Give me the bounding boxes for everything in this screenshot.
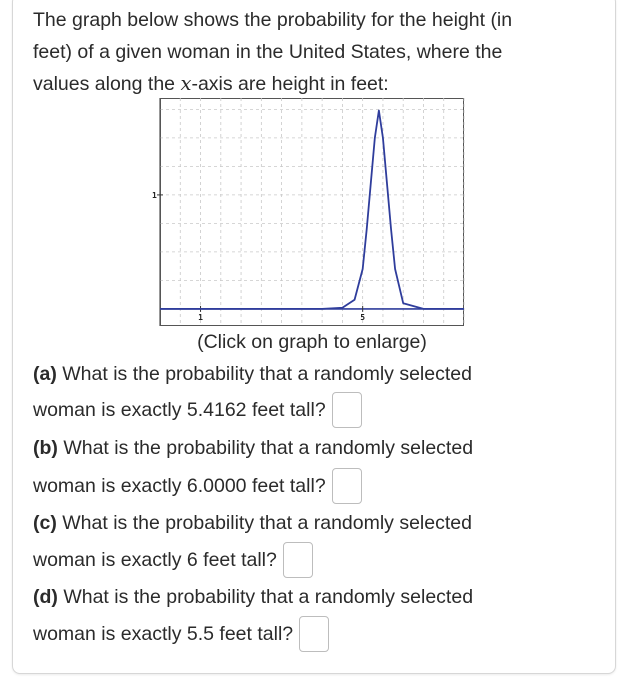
x-tick-label-5: 5 [360,312,366,322]
question-b-tag: (b) [33,437,58,459]
question-a [33,360,593,388]
question-d-text: What is the probability that a randomly selected [57,586,474,608]
graph-frame [161,99,464,326]
question-a-answer-row [33,392,362,428]
question-b-answer-row [33,468,362,504]
intro-line-3-pre: values along the [33,73,181,95]
question-a-tag: (a) [33,363,57,385]
intro-line-1: The graph below shows the probability for the height (in [33,9,513,31]
question-b-text: What is the probability that a randomly selected [57,437,474,459]
question-d-tag: (d) [33,586,58,608]
question-b-text-2: woman is exactly 6.0000 feet tall? [33,475,326,497]
question-c-answer-row [33,542,313,578]
question-c-text: What is the probability that a randomly selected [56,512,472,534]
height-probability-graph[interactable] [152,98,464,326]
problem-intro [33,4,603,100]
question-c-text-2: woman is exactly 6 feet tall? [33,549,277,571]
question-a-text-2: woman is exactly 5.4162 feet tall? [33,399,326,421]
y-tick-label-1: 1 [152,190,157,200]
answer-input-a[interactable] [332,392,362,428]
x-variable: x [180,72,192,95]
question-a-text: What is the probability that a randomly selected [56,363,472,385]
answer-input-b[interactable] [332,468,362,504]
x-tick-label-1: 1 [198,312,203,322]
question-d-text-2: woman is exactly 5.5 feet tall? [33,623,294,645]
question-d [33,583,593,611]
graph-caption[interactable]: (Click on graph to enlarge) [197,331,427,353]
intro-line-3-post: -axis are height in feet: [191,73,389,95]
question-c [33,509,593,537]
question-d-answer-row [33,616,329,652]
question-c-tag: (c) [33,512,57,534]
answer-input-d[interactable] [299,616,329,652]
question-b [33,434,593,462]
answer-input-c[interactable] [283,542,313,578]
intro-line-2: feet) of a given woman in the United States, where the [33,41,503,63]
